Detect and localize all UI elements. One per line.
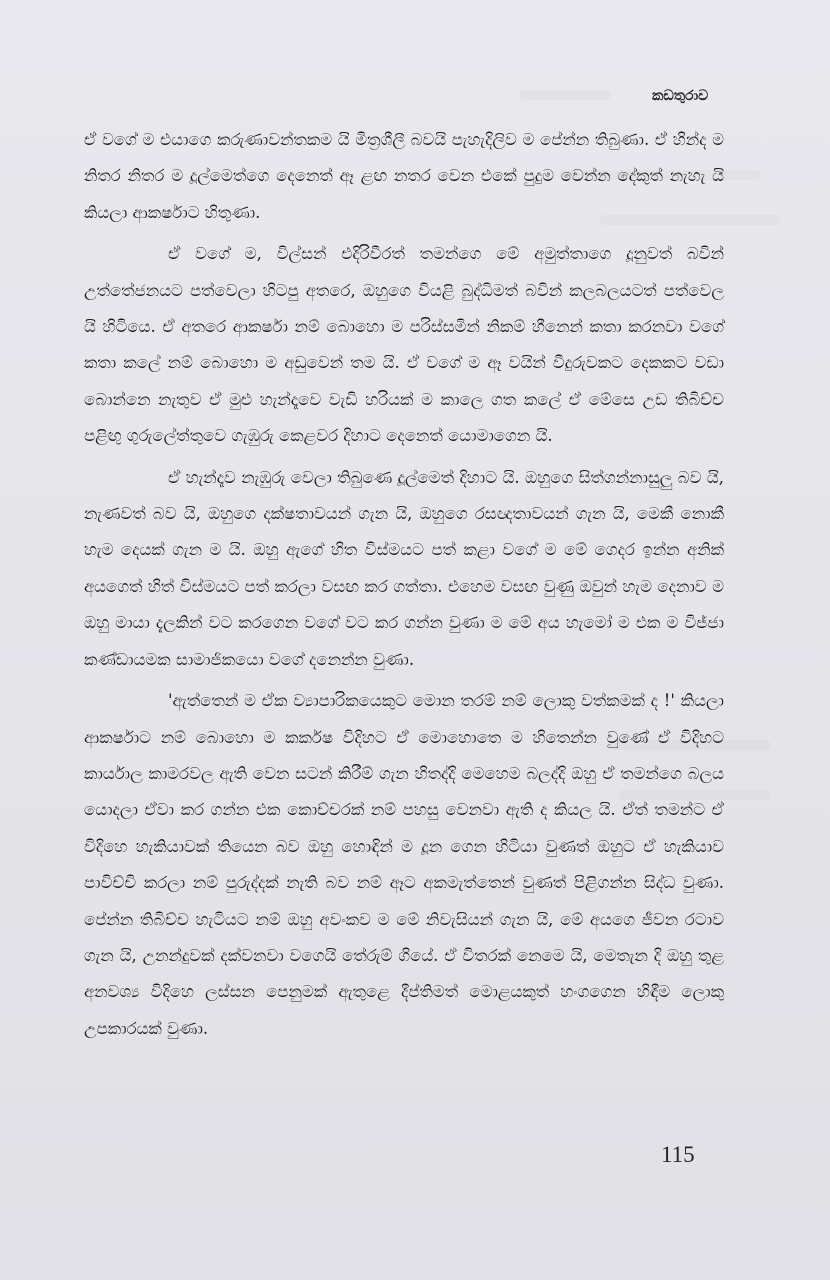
paragraph: ඒ වගේ ම එයාගෙ කරුණාවන්තකම යි මිත්‍රශීලී බවයි පැහැදිලිව ම පේන්න තිබුණා. ඒ හින්ද ම නිතර නිතර ම දූල්මෙත්ගෙ දෙනෙත් ඈ ළඟ නතර වෙන එකේ පුදුම වෙන්න දේකුත් නැහැ යි කියලා ආකර්ෂාට හිතුණා. [84, 130, 724, 222]
running-head: කඩතුරාව [652, 88, 709, 104]
paragraph: 'ඇත්තෙන් ම ඒක ව්‍යාපාරිකයෙකුට මොන තරම් නම් ලොකු වත්කමක් ද !' කියලා ආකර්ෂාට නම් බොහො ම කර්කෂ විදිහට ඒ මොහොතෙ ම හිතෙන්න වුණේ ඒ විදිහට කාර්යාල කාමරවල ඇති වෙන සටන් කිරීම් ගැන හිතද්දි මෙහෙම බලද්දි ඔහු ඒ තමන්ගෙ බලය යොදලා ඒවා කර ගන්න එක කොච්චරක් නම් පහසු වෙනවා ඇති ද කියල යි. ඒත් තමන්ට ඒ විදිහෙ හැකියාවක් තියෙන බව ඔහු හොඳින් ම දූන ගෙන හිටියා වුණත් ඔහුට ඒ හැකියාව පාවිච්චි කරලා නම් පුරුද්දක් නැති බව නම් ඈට අකමැත්තෙන් වුණත් පිළිගන්න සිද්ධ වුණා. පේන්න තිබිච්ච හැටියට නම් ඔහු අවංකව ම මේ නිවැසියන් ගැන යි, මේ අයගෙ ජීවන රටාව ගැන යි, උනන්දුවක් දක්වනවා වගෙයි තේරුම් ගියේ. ඒ විතරක් නෙමෙ යි, මෙතැන දි ඔහු තුළ අනවශ්‍ය විදිහෙ ලස්සන පෙනුමක් ඇතුළෙ දීප්තිමත් මොළයකුත් හංගගෙන හිඳීම ලොකු උපකාරයක් වුණා. [84, 691, 724, 1038]
body-text [84, 122, 724, 1052]
page-number: 115 [661, 1142, 695, 1167]
paragraph: ඒ හැන්දෑව නැඹුරු වෙලා තිබුණෙ දූල්මෙත් දිහාට යි. ඔහුගෙ සිත්ගන්නාසුලු බව යි, නැණවත් බව යි, ඔහුගෙ දක්ෂතාවයන් ගැන යි, ඔහුගෙ රසඥතාවයන් ගැන යි, මෙකී නොකී හැම දෙයක් ගැන ම යි. ඔහු ඇගේ හිත විස්මයට පත් කළා වගේ ම මේ ගෙදර ඉන්න අනික් අයගෙත් හිත් විස්මයට පත් කරලා වසඟ කර ගත්තා. එහෙම වසඟ වුණු ඔවුන් හැම දෙනාව ම ඔහු මායා දැලකින් වට කරගෙන වගේ වට කර ගන්න වුණා ම මේ අය හැමෝ ම එක ම විජ්ජා කණ්ඩායමක සාමාජිකයො වගේ දනෙන්න වුණා. [84, 467, 724, 669]
show-through-line [520, 90, 610, 100]
paragraph: ඒ වගේ ම, විල්සන් එදිරිවීරත් තමන්ගෙ මේ අමුත්තාගෙ දූනුවත් බවින් උත්තේජනයට පත්වෙලා හිටපු අතරෙ, ඔහුගෙ වියළි බුද්ධිමත් බවින් කලබලයටත් පත්වෙල යි හිටියෙ. ඒ අතරෙ ආකර්ෂා නම් බොහො ම පරිස්සමින් නිකම් හීනෙන් කතා කරනවා වගේ කතා කලේ නම් බොහො ම අඩුවෙන් තම යි. ඒ වගේ ම ඈ වයින් වීදුරුවකට දෙකකට වඩා බොන්නෙ නැතුව ඒ මුළු හැන්දෑවෙ වැඩි හරියක් ම කාලෙ ගත කලේ ඒ මේසෙ උඩ තිබිච්ච පළිඟු ගුරුලේත්තුවෙ ගැඹුරු කෙළවර දිහාට දෙනෙත් යොමාගෙන යි. [84, 244, 724, 446]
